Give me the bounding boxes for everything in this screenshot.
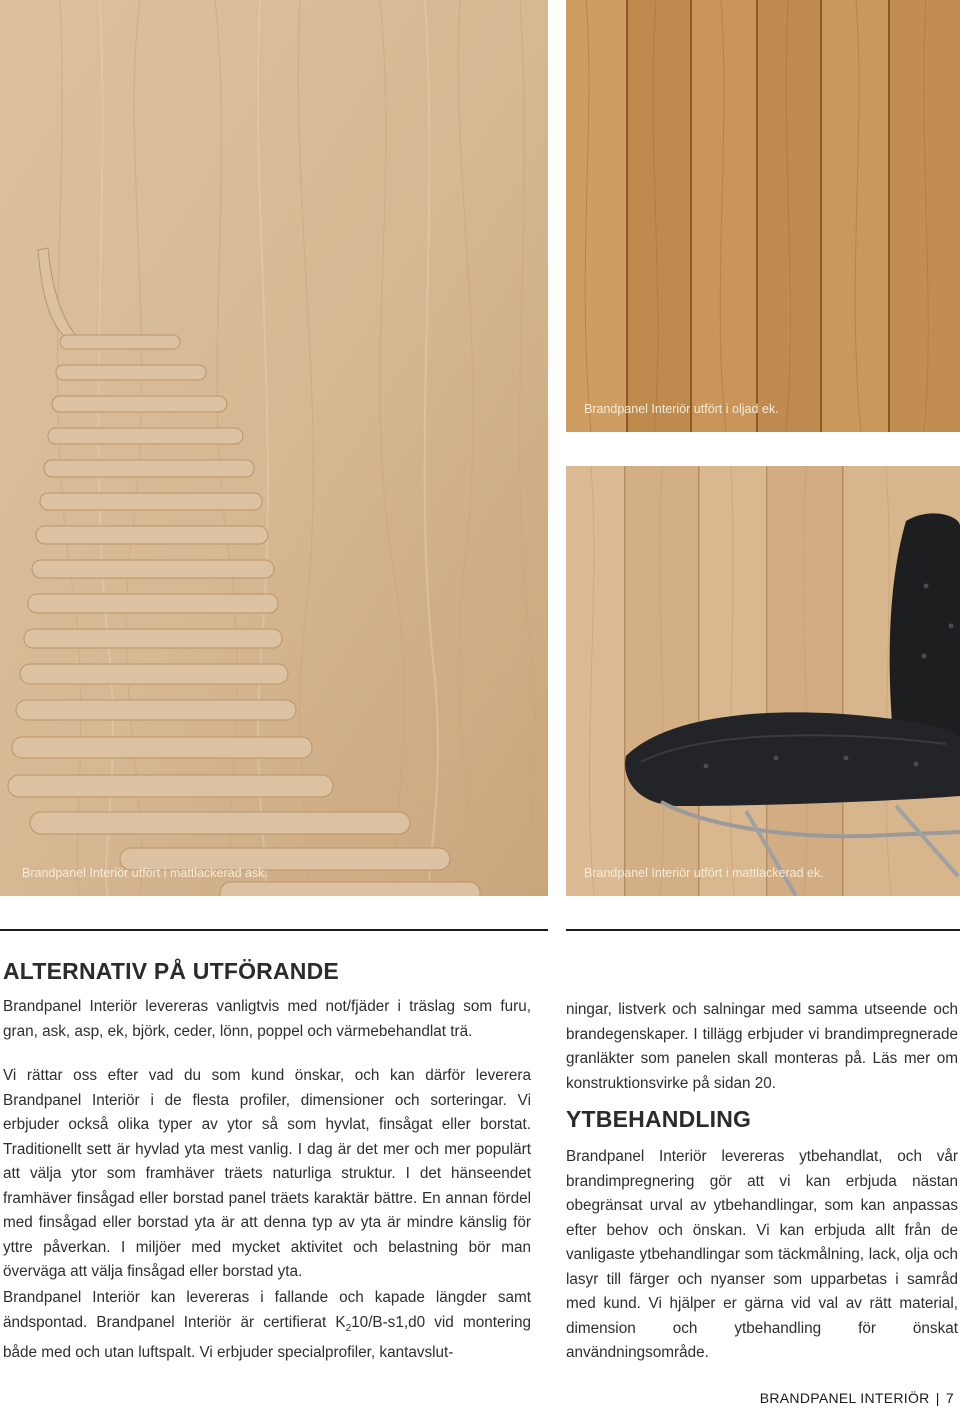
paragraph-profiler-ytor: Vi rättar oss efter vad du som kund önskar, och kan därför leverera Brandpanel Interiör i de flesta profiler, dimensioner och sorteringar. Vi erbjuder också olika typer av ytor så som hyvlat, finsågat eller borstat. Traditionellt sett är hyvlad yta mest vanlig. I dag är det mer och mer populärt att välja ytor som framhäver träets naturliga struktur. I det hänseendet framhäver finsågad eller borstad panel träets karaktär bättre. En annan fördel med finsågad eller borstad yta är att denna typ av yta är mindre känslig för yttre påverkan. I miljöer med mycket aktivitet och belastning bör man överväga att välja finsågad eller borstad yta. [3, 1067, 531, 1280]
photo-lacquered-oak-panel [566, 466, 960, 896]
photo-lacquered-oak-caption: Brandpanel Interiör utfört i mattlackerad ek. [584, 866, 824, 880]
oiled-oak-illustration [566, 0, 960, 432]
heading-ytbehandling: YTBEHANDLING [566, 1106, 752, 1132]
leverans-text-1: Brandpanel Interiör kan levereras i fallande och kapade längder samt ändspontad. Brandpanel Interiör är certifierat K [3, 1289, 531, 1331]
photo-oiled-oak-panel [566, 0, 960, 432]
footer-separator: | [935, 1390, 940, 1406]
page-number: 7 [945, 1390, 954, 1406]
paragraph-leverans-continued: ningar, listverk och salningar med samma utseende och brandegenskaper. I tillägg erbjuder vi brandimpregnerade granläkter som panelen skall monteras på. Läs mer om konstruktionsvirke på sidan 20. [566, 1001, 958, 1092]
divider-left [0, 929, 548, 931]
photo-ash-panel [0, 0, 548, 896]
paragraph-leverans-certifiering [3, 1286, 531, 1366]
lacquered-oak-illustration [566, 466, 960, 896]
ash-panel-illustration [0, 0, 548, 896]
paragraph-ytbehandling: Brandpanel Interiör levereras ytbehandlat, och vår brandimpregnering gör att vi kan erbjuda nästan obegränsat urval av ytbehandlingar, som kan anpassas efter behov och önskan. Vi kan erbjuda allt från de vanligaste ytbehandlingar som täckmålning, lack, olja och lasyr till färger och nyanser som upparbetas i samråd med kund. Vi hjälper er gärna vid val av rätt material, dimension och ytbehandling för önskat användningsområde. [566, 1148, 958, 1361]
leverans-text-2: 10/B-s1,d0 vid montering både med och utan luftspalt. Vi erbjuder specialprofiler, kantavslut- [3, 1313, 531, 1362]
certification-subscript: 2 [345, 1322, 352, 1334]
paragraph-traslag: Brandpanel Interiör levereras vanligtvis med not/fjäder i träslag som furu, gran, ask, asp, ek, björk, ceder, lönn, poppel och värmebehandlat trä. [3, 998, 531, 1040]
footer-title: BRANDPANEL INTERIÖR [759, 1390, 930, 1406]
divider-right [566, 929, 960, 931]
page-footer [760, 1390, 954, 1406]
photo-oiled-oak-caption: Brandpanel Interiör utfört i oljad ek. [584, 402, 779, 416]
photo-ash-caption: Brandpanel Interiör utfört i mattlackerad ask. [22, 866, 268, 880]
heading-alternativ: ALTERNATIV PÅ UTFÖRANDE [3, 958, 339, 984]
